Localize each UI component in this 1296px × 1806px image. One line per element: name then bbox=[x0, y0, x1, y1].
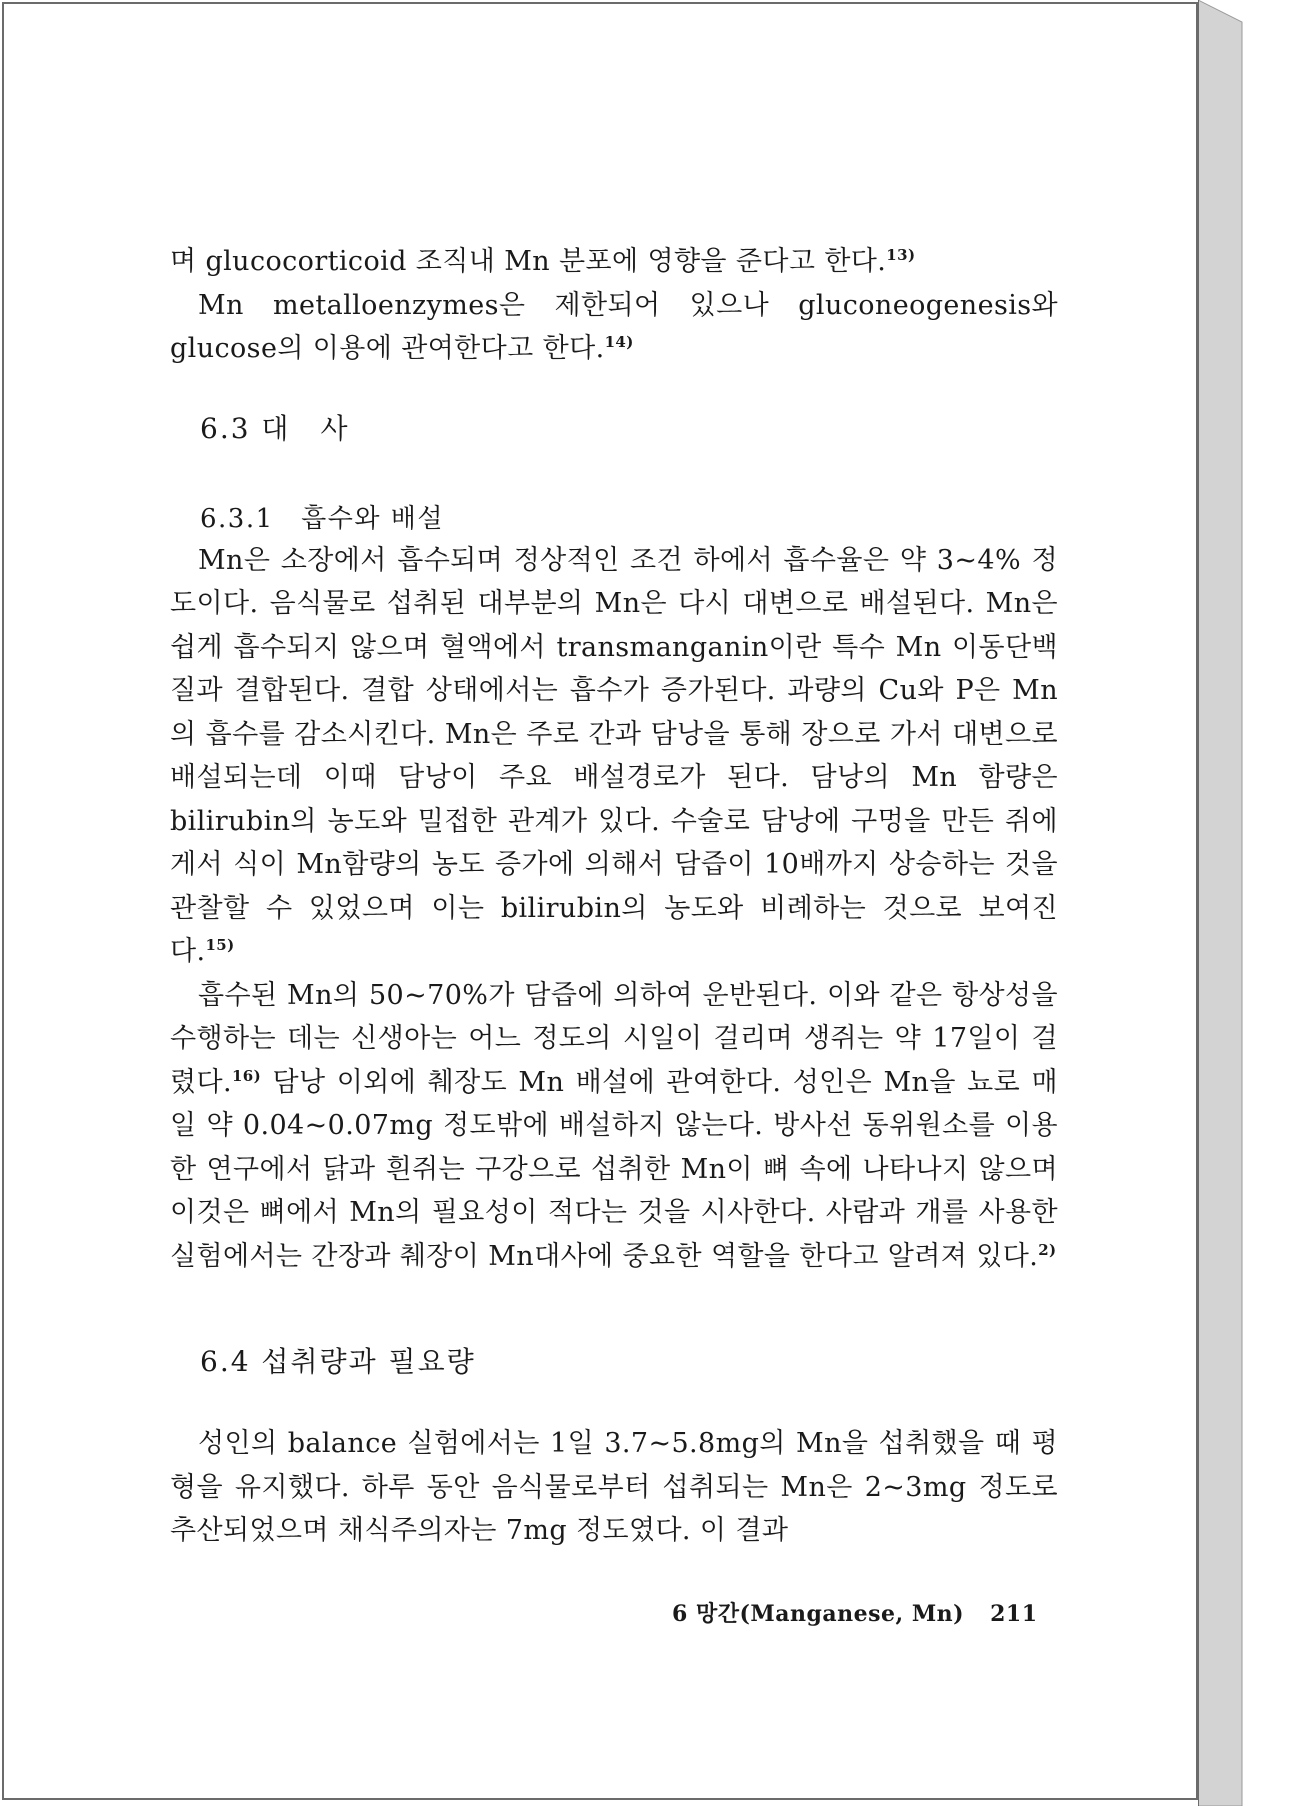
page-content bbox=[170, 240, 1058, 1553]
paragraph-metalloenzymes bbox=[170, 284, 1058, 371]
book-page bbox=[2, 2, 1198, 1800]
page-footer bbox=[672, 1597, 1038, 1628]
section-heading-metabolism: 6.3 대 사 bbox=[200, 411, 350, 445]
reference-marker: 2) bbox=[1038, 1240, 1057, 1259]
reference-marker: 14) bbox=[604, 333, 634, 351]
paragraph-text: 흡수된 Mn의 50~70%가 담즙에 의하여 운반된다. 이와 같은 항상성을 수행하는 데는 신생아는 어느 정도의 시일이 걸리며 생쥐는 약 17일이 걸렸다. bbox=[170, 979, 1058, 1098]
paragraph-text: 성인의 balance 실험에서는 1일 3.7~5.8mg의 Mn을 섭취했을 때 평형을 유지했다. 하루 동안 음식물로부터 섭취되는 Mn은 2~3mg 정도로 추산되었으며 채식주의자는 7mg 정도였다. 이 결과 bbox=[170, 1428, 1058, 1546]
page-edge-shape bbox=[1198, 0, 1262, 1806]
paragraph-text: 며 glucocorticoid 조직내 Mn 분포에 영향을 준다고 한다. bbox=[170, 246, 887, 277]
section-heading-intake: 6.4 섭취량과 필요량 bbox=[200, 1345, 476, 1378]
book-page-edge bbox=[1198, 0, 1262, 1806]
reference-marker: 15) bbox=[205, 936, 235, 954]
paragraph-text: Mn은 소장에서 흡수되며 정상적인 조건 하에서 흡수율은 약 3~4% 정도이다. 음식물로 섭취된 대부분의 Mn은 다시 대변으로 배설된다. Mn은 쉽게 흡수되지 않으며 혈액에서 transmanganin이란 특수 Mn 이동단백질과 결합된다. 결합 상태에서는 흡수가 증가된다. 과량의 Cu와 P은 Mn의 흡수를 감소시킨다. Mn은 주로 간과 담낭을 통해 장으로 가서 대변으로 배설되는데 이때 담낭이 주요 배설경로가 된다. 담낭의 Mn 함량은 bilirubin의 농도와 밀접한 관계가 있다. 수술로 담낭에 구멍을 만든 쥐에게서 식이 Mn함량의 농도 증가에 의해서 담즙이 10배까지 상승하는 것을 관찰할 수 있었으며 이는 bilirubin의 농도와 비례하는 것으로 보여진다. bbox=[170, 544, 1058, 967]
paragraph-text: Mn metalloenzymes은 제한되어 있으나 gluconeogenesis와 glucose의 이용에 관여한다고 한다. bbox=[170, 289, 1058, 364]
running-head: 6 망간(Manganese, Mn) bbox=[672, 1601, 965, 1627]
paragraph-text: 담낭 이외에 췌장도 Mn 배설에 관여한다. 성인은 Mn을 뇨로 매일 약 0.04~0.07mg 정도밖에 배설하지 않는다. 방사선 동위원소를 이용한 연구에서 닭과 흰쥐는 구강으로 섭취한 Mn이 뼈 속에 나타나지 않으며 이것은 뼈에서 Mn의 필요성이 적다는 것을 시사한다. 사람과 개를 사용한 실험에서는 간장과 췌장이 Mn대사에 중요한 역할을 한다고 알려져 있다. bbox=[170, 1066, 1058, 1272]
reference-marker: 13) bbox=[886, 246, 916, 264]
subsection-heading-absorption: 6.3.1 흡수와 배설 bbox=[200, 503, 445, 534]
paragraph-balance bbox=[170, 1422, 1058, 1553]
reference-marker: 16) bbox=[231, 1066, 262, 1085]
paragraph-excretion bbox=[170, 974, 1058, 1279]
paragraph-continuation bbox=[170, 240, 1058, 284]
paragraph-absorption bbox=[170, 539, 1058, 974]
page-number: 211 bbox=[990, 1601, 1038, 1627]
